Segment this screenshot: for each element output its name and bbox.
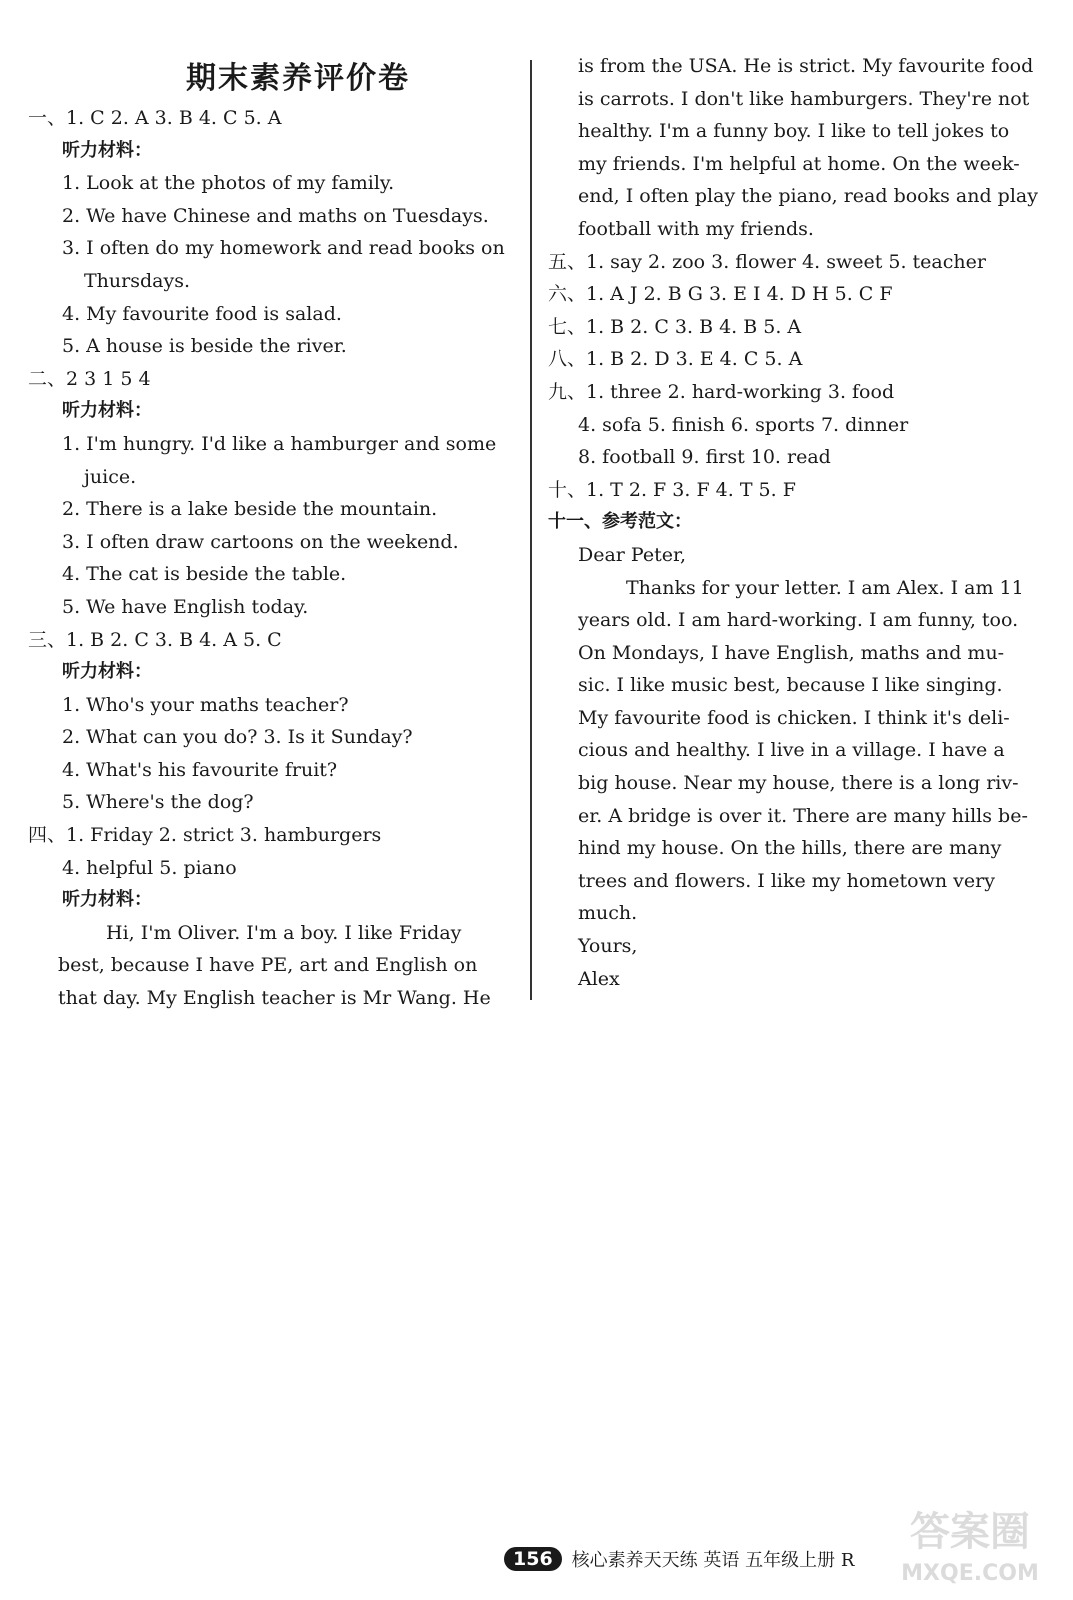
text-line: 九、1. three 2. hard-working 3. food	[548, 380, 895, 403]
text-line: Hi, I'm Oliver. I'm a boy. I like Friday	[106, 921, 462, 944]
text-line: cious and healthy. I live in a village. I have a	[578, 739, 1005, 762]
page-title: 期末素养评价卷	[186, 61, 410, 96]
text-line: 1. Look at the photos of my family.	[62, 172, 395, 195]
text-line: end, I often play the piano, read books and play	[578, 185, 1038, 208]
text-line: 2. We have Chinese and maths on Tuesdays.	[62, 204, 489, 227]
text-line: that day. My English teacher is Mr Wang. He	[58, 987, 491, 1010]
text-line: 5. A house is beside the river.	[62, 335, 347, 358]
page-footer	[504, 1542, 854, 1576]
text-line: 四、1. Friday 2. strict 3. hamburgers	[28, 824, 382, 847]
text-line: 5. We have English today.	[62, 595, 309, 618]
text-line: Thursdays.	[84, 269, 190, 292]
text-line: big house. Near my house, there is a long riv-	[578, 772, 1019, 795]
text-line: 五、1. say 2. zoo 3. flower 4. sweet 5. teacher	[548, 250, 986, 273]
text-line: trees and flowers. I like my hometown very	[578, 869, 995, 892]
text-line: healthy. I'm a funny boy. I like to tell jokes to	[578, 120, 1010, 143]
column-divider	[530, 60, 532, 1000]
text-line: Alex	[578, 967, 620, 990]
text-line: much.	[578, 902, 638, 925]
text-line: football with my friends.	[578, 217, 814, 240]
page-number: 156	[504, 1547, 562, 1571]
text-line: 8. football 9. first 10. read	[578, 446, 831, 469]
watermark-text-top: 答案圈	[910, 1509, 1030, 1555]
text-line: 听力材料：	[62, 400, 152, 422]
left-lines	[28, 102, 528, 1015]
text-line: 六、1. A J 2. B G 3. E I 4. D H 5. C F	[548, 283, 893, 306]
text-line: years old. I am hard-working. I am funny, too.	[578, 609, 1019, 632]
text-line: is carrots. I don't like hamburgers. They're not	[578, 87, 1030, 110]
text-line: 5. Where's the dog?	[62, 791, 254, 814]
text-line: er. A bridge is over it. There are many hills be-	[578, 804, 1028, 827]
text-line: 4. My favourite food is salad.	[62, 302, 342, 325]
text-line: 八、1. B 2. D 3. E 4. C 5. A	[548, 348, 803, 371]
watermark-text-bottom: MXQE.COM	[901, 1561, 1039, 1586]
book-title: 核心素养天天练 英语 五年级上册 R	[571, 1550, 855, 1571]
text-line: sic. I like music best, because I like singing.	[578, 674, 1003, 697]
text-line: 听力材料：	[62, 139, 152, 161]
watermark-logo	[880, 1500, 1060, 1590]
text-line: 4. helpful 5. piano	[62, 856, 237, 879]
text-line: 2. What can you do? 3. Is it Sunday?	[62, 726, 413, 749]
text-line: Dear Peter,	[578, 543, 687, 566]
text-line: 3. I often draw cartoons on the weekend.	[62, 530, 459, 553]
text-line: Thanks for your letter. I am Alex. I am 11	[626, 576, 1024, 599]
right-column	[548, 50, 1038, 995]
text-line: hind my house. On the hills, there are many	[578, 837, 1002, 860]
text-line: 4. sofa 5. finish 6. sports 7. dinner	[578, 413, 909, 436]
text-line: 听力材料：	[62, 889, 152, 911]
text-line: 十一、参考范文：	[548, 511, 692, 533]
left-column	[28, 56, 528, 1015]
text-line: On Mondays, I have English, maths and mu-	[578, 641, 1005, 664]
text-line: 2. There is a lake beside the mountain.	[62, 498, 438, 521]
right-lines	[548, 50, 1038, 995]
text-line: my friends. I'm helpful at home. On the week-	[578, 152, 1020, 175]
text-line: 听力材料：	[62, 661, 152, 683]
text-line: best, because I have PE, art and English on	[58, 954, 478, 977]
text-line: 一、1. C 2. A 3. B 4. C 5. A	[28, 107, 282, 129]
text-line: juice.	[84, 465, 137, 488]
text-line: My favourite food is chicken. I think it's deli-	[578, 706, 1010, 729]
text-line: 1. I'm hungry. I'd like a hamburger and some	[62, 432, 497, 455]
text-line: 十、1. T 2. F 3. F 4. T 5. F	[548, 478, 796, 501]
text-line: 1. Who's your maths teacher?	[62, 693, 349, 716]
text-line: Yours,	[578, 935, 638, 958]
text-line: 七、1. B 2. C 3. B 4. B 5. A	[548, 315, 802, 338]
text-line: 二、2 3 1 5 4	[28, 367, 151, 390]
text-line: 4. What's his favourite fruit?	[62, 758, 338, 781]
text-line: 3. I often do my homework and read books on	[62, 237, 505, 260]
text-line: 三、1. B 2. C 3. B 4. A 5. C	[28, 628, 282, 651]
text-line: 4. The cat is beside the table.	[62, 563, 347, 586]
text-line: is from the USA. He is strict. My favourite food	[578, 55, 1034, 77]
